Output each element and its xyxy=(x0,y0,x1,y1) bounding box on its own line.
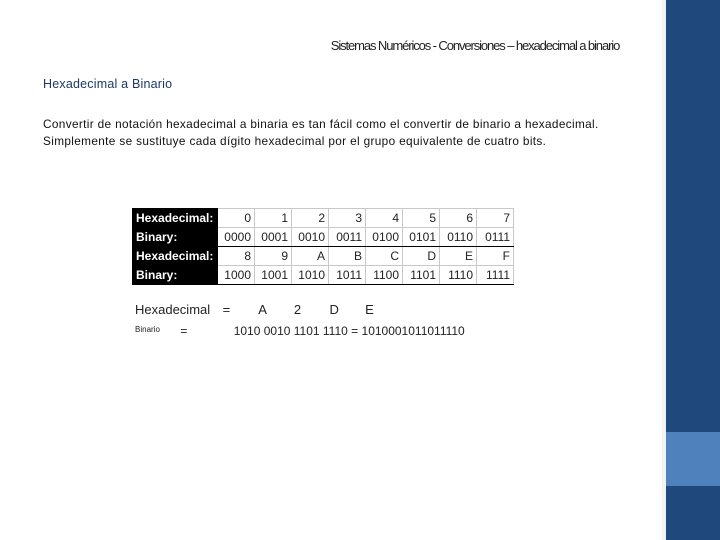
table-cell: A xyxy=(292,247,329,266)
body-line: Convertir de notación hexadecimal a binaria es tan fácil como el convertir de binario a hexadecimal. xyxy=(43,117,599,131)
table-cell: 1110 xyxy=(440,266,477,285)
side-bar-dark xyxy=(666,0,720,432)
example-hex-digit: D xyxy=(329,302,339,317)
body-text xyxy=(43,116,653,150)
table-cell: 4 xyxy=(366,209,403,228)
table-cell: 8 xyxy=(218,247,255,266)
table-cell: 1011 xyxy=(329,266,366,285)
table-cell: 1000 xyxy=(218,266,255,285)
hex-binary-table xyxy=(132,208,514,285)
example-bin-equals: = xyxy=(180,324,188,338)
table-row xyxy=(133,247,514,266)
side-bar-accent xyxy=(666,432,720,486)
example-hex-digit: A xyxy=(258,302,267,317)
example-hex-line xyxy=(135,302,397,317)
table-cell: 9 xyxy=(255,247,292,266)
table-row xyxy=(133,228,514,247)
table-cell: 2 xyxy=(292,209,329,228)
table-cell: 7 xyxy=(477,209,514,228)
side-bar-dark-bottom xyxy=(666,486,720,540)
row-label: Binary: xyxy=(133,266,218,285)
table-row xyxy=(133,266,514,285)
table-cell: 0101 xyxy=(403,228,440,247)
example-hex-equals: = xyxy=(222,302,231,317)
table-cell: C xyxy=(366,247,403,266)
example-hex-label: Hexadecimal xyxy=(135,302,211,317)
example-binary-line xyxy=(135,324,465,338)
example-bin-label: Binario xyxy=(135,325,160,334)
example-hex-digit: E xyxy=(365,302,374,317)
table-cell: 0001 xyxy=(255,228,292,247)
table-row xyxy=(133,209,514,228)
table-cell: B xyxy=(329,247,366,266)
table-cell: 0011 xyxy=(329,228,366,247)
table-cell: F xyxy=(477,247,514,266)
conversion-example xyxy=(132,296,542,344)
table-cell: 0010 xyxy=(292,228,329,247)
table-cell: 0000 xyxy=(218,228,255,247)
example-bin-groups: 1010 0010 1101 1110 xyxy=(233,324,348,338)
table-cell: 0111 xyxy=(477,228,514,247)
table-cell: 0110 xyxy=(440,228,477,247)
table-cell: D xyxy=(403,247,440,266)
section-heading: Hexadecimal a Binario xyxy=(43,77,173,91)
table-cell: 1101 xyxy=(403,266,440,285)
table-cell: 0 xyxy=(218,209,255,228)
example-hex-digit: 2 xyxy=(293,302,302,317)
row-label: Hexadecimal: xyxy=(133,209,218,228)
table-cell: 1111 xyxy=(477,266,514,285)
table-cell: 0100 xyxy=(366,228,403,247)
table-cell: 1 xyxy=(255,209,292,228)
table-cell: 3 xyxy=(329,209,366,228)
table-cell: 1100 xyxy=(366,266,403,285)
example-result-equals: = xyxy=(351,324,359,338)
table-cell: 1001 xyxy=(255,266,292,285)
row-label: Hexadecimal: xyxy=(133,247,218,266)
row-label: Binary: xyxy=(133,228,218,247)
table-cell: E xyxy=(440,247,477,266)
table-cell: 6 xyxy=(440,209,477,228)
table-cell: 5 xyxy=(403,209,440,228)
example-result: 1010001011011110 xyxy=(361,324,465,338)
body-line: Simplemente se sustituye cada dígito hexadecimal por el grupo equivalente de cuatro bits. xyxy=(43,134,547,148)
slide-title: Sistemas Numéricos - Conversiones – hexadecimal a binario xyxy=(330,38,620,53)
table-cell: 1010 xyxy=(292,266,329,285)
